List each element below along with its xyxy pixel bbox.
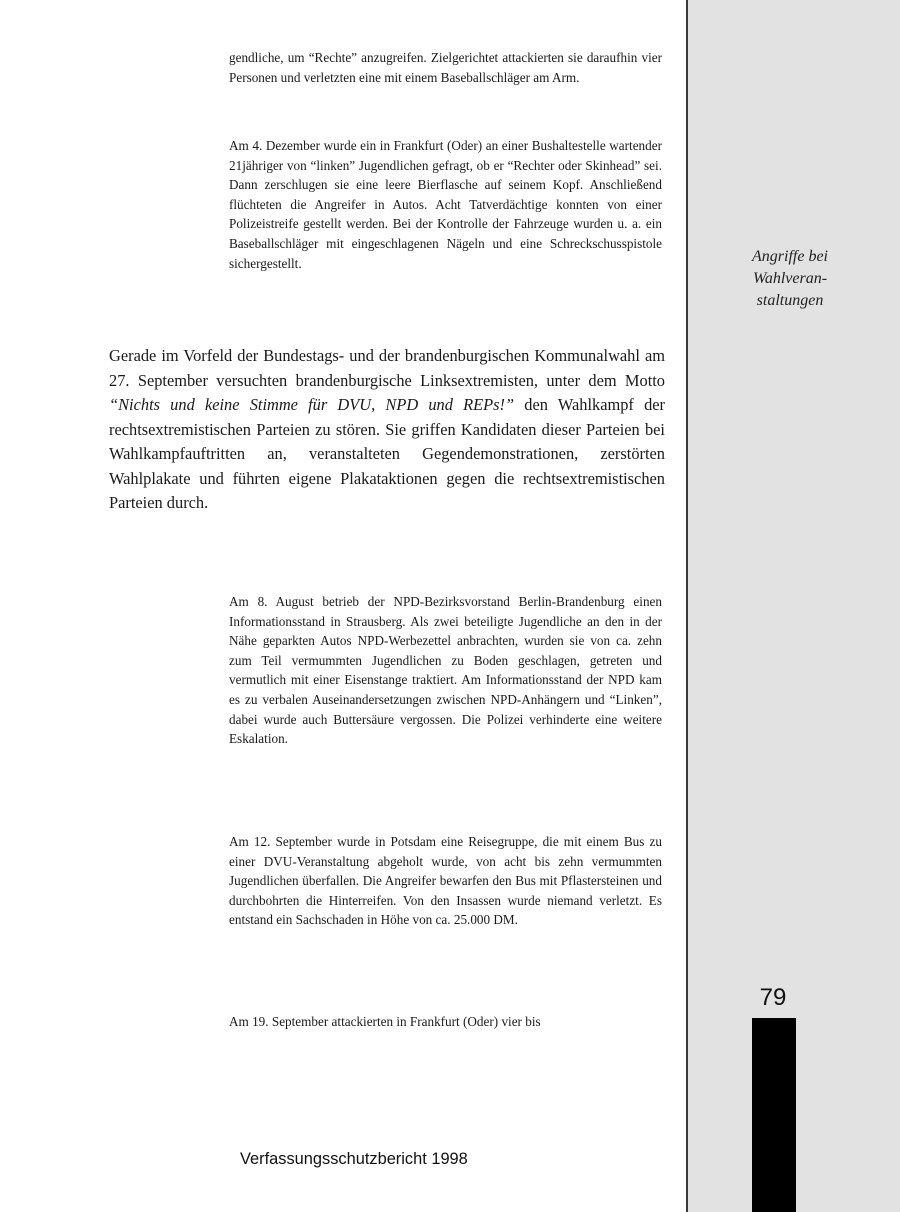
margin-note-line: Wahlveran- bbox=[752, 270, 828, 287]
paragraph-potsdam-september: Am 12. September wurde in Potsdam eine Reisegruppe, die mit einem Bus zu einer DVU-Veranstaltung abgeholt wurde, von acht bis zehn vermummten Jugendlichen überfallen. Die Angreifer bewarfen den Bus mit Pflastersteinen und durchbohrten die Hinterreifen. Von den Insassen wurde niemand verletzt. Es entstand ein Sachschaden in Höhe von ca. 25.000 DM. bbox=[229, 834, 662, 928]
page-number: 79 bbox=[759, 984, 787, 1011]
paragraph-intro-continuation: gendliche, um “Rechte” anzugreifen. Zielgerichtet attackierten sie daraufhin vier Personen und verletzten eine mit einem Baseballschläger am Arm. bbox=[229, 50, 662, 85]
motto-quote: “Nichts und keine Stimme für DVU, NPD und REPs!” bbox=[109, 395, 515, 414]
margin-note bbox=[700, 246, 880, 312]
margin-note-line: staltungen bbox=[756, 292, 824, 309]
paragraph-strausberg-august: Am 8. August betrieb der NPD-Bezirksvorstand Berlin-Brandenburg einen Informationsstand in Strausberg. Als zwei beteiligte Jugendliche an den in der Nähe geparkten Autos NPD-Werbezettel anbrachten, wurden sie von ca. zehn zum Teil vermummten Jugendlichen zu Boden geschlagen, getreten und vermutlich mit einer Eisenstange traktiert. Am Informationsstand der NPD kam es zu verbalen Auseinandersetzungen zwischen NPD-Anhängern und “Linken”, dabei wurde auch Buttersäure vergossen. Die Polizei verhinderte eine weitere Eskalation. bbox=[229, 594, 662, 747]
paragraph-election-context bbox=[109, 344, 665, 516]
paragraph-frankfurt-september: Am 19. September attackierten in Frankfurt (Oder) vier bis bbox=[229, 1014, 541, 1029]
paragraph-frankfurt-december: Am 4. Dezember wurde ein in Frankfurt (Oder) an einer Bushaltestelle wartender 21jähriger von “linken” Jugendlichen gefragt, ob er “Rechter oder Skinhead” sei. Dann zerschlugen sie eine leere Bierflasche auf seinem Kopf. Anschließend flüchteten die Angreifer in Autos. Acht Tatverdächtige konnten von einer Polizeistreife gestellt werden. Bei der Kontrolle der Fahrzeuge wurden u. a. ein Baseballschläger mit eingeschlagenen Nägeln und eine Schreckschusspistole sichergestellt. bbox=[229, 138, 662, 271]
footer-title: Verfassungsschutzbericht 1998 bbox=[240, 1150, 468, 1168]
page-marker-bar bbox=[752, 1018, 796, 1212]
margin-note-line: Angriffe bei bbox=[752, 248, 828, 265]
paragraph-text: den Wahlkampf der rechtsextremistischen Parteien zu stören. Sie griffen Kandidaten dieser Parteien bei Wahlkampfauftritten an, veranstalteten Gegendemonstrationen, zerstörten Wahlplakate und führten eigene Plakataktionen gegen die rechtsextremistischen Parteien durch. bbox=[109, 395, 665, 512]
paragraph-text: Gerade im Vorfeld der Bundestags- und der brandenburgischen Kommunalwahl am 27. September versuchten brandenburgische Linksextremisten, unter dem Motto bbox=[109, 346, 665, 390]
